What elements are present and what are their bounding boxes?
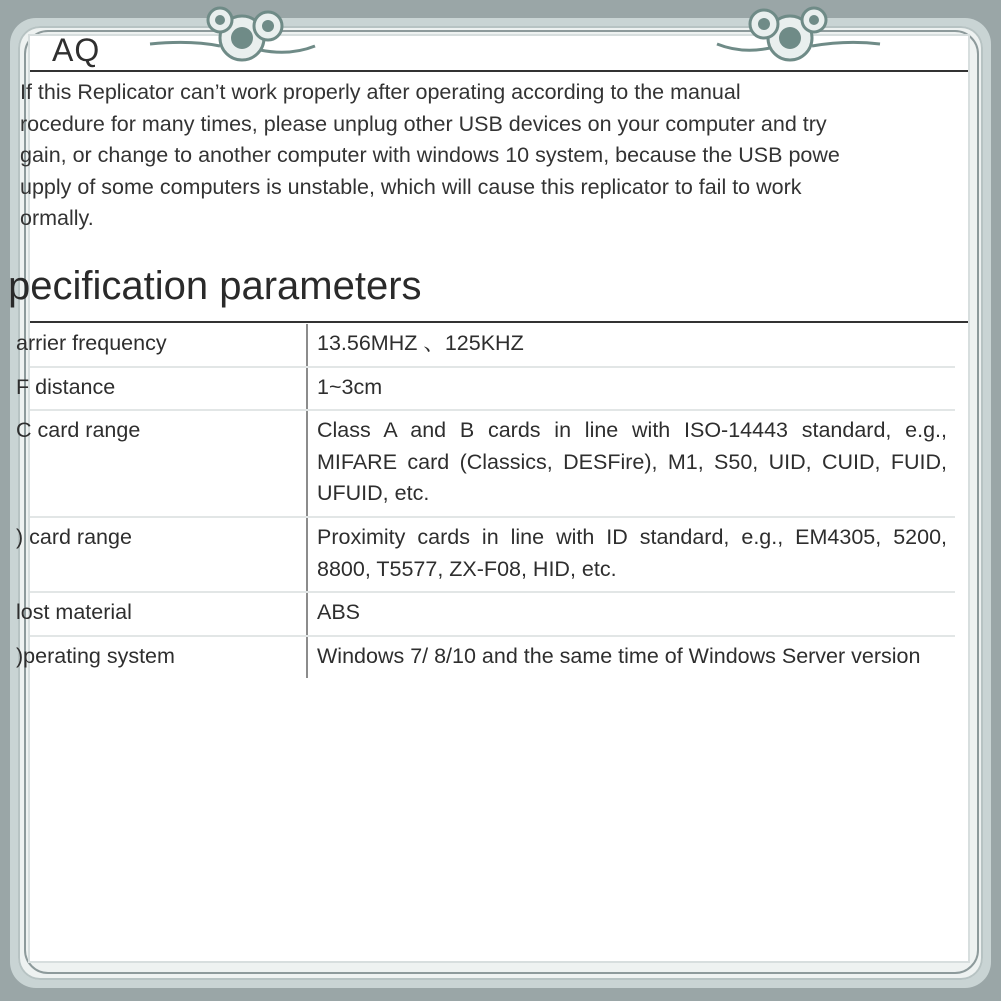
table-row [16,324,955,368]
spec-label: F distance [16,374,116,399]
faq-paragraph [20,77,980,235]
spec-label: lost material [16,600,132,625]
table-row [16,637,955,679]
document-page [8,32,968,961]
spec-value: Windows 7/ 8/10 and the same time of Windows Server version [317,643,921,668]
faq-line: upply of some computers is unstable, which will cause this replicator to fail to work [20,174,802,199]
spec-value: 13.56MHZ 、125KHZ [317,331,524,355]
spec-value: ABS [317,600,361,625]
spec-value: 1~3cm [317,374,383,399]
table-row [16,411,955,518]
faq-line: rocedure for many times, please unplug other USB devices on your computer and try [20,111,827,136]
cloud-ornament-icon [150,0,320,72]
faq-heading: AQ [52,32,101,68]
table-row [16,368,955,412]
spec-heading: pecification parameters [8,264,422,308]
table-row [16,593,955,637]
spec-label: C card range [16,418,141,443]
faq-line: If this Replicator can’t work properly after operating according to the manual [20,80,741,104]
spec-value: Proximity cards in line with ID standard, e.g., EM4305, 5200, 8800, T5577, ZX-F08, HID, etc. [317,524,947,581]
table-row [16,518,955,593]
spec-value: Class A and B cards in line with ISO-14443 standard, e.g., MIFARE card (Classics, DESFire), M1, S50, UID, CUID, FUID, UFUID, etc. [317,418,947,506]
spec-label: )perating system [16,643,175,668]
spec-table [16,324,955,678]
faq-line: ormally. [20,206,94,231]
spec-label: arrier frequency [16,331,167,355]
faq-line: gain, or change to another computer with windows 10 system, because the USB powe [20,143,840,168]
cloud-ornament-icon [712,0,882,72]
spec-label: ) card range [16,524,132,549]
